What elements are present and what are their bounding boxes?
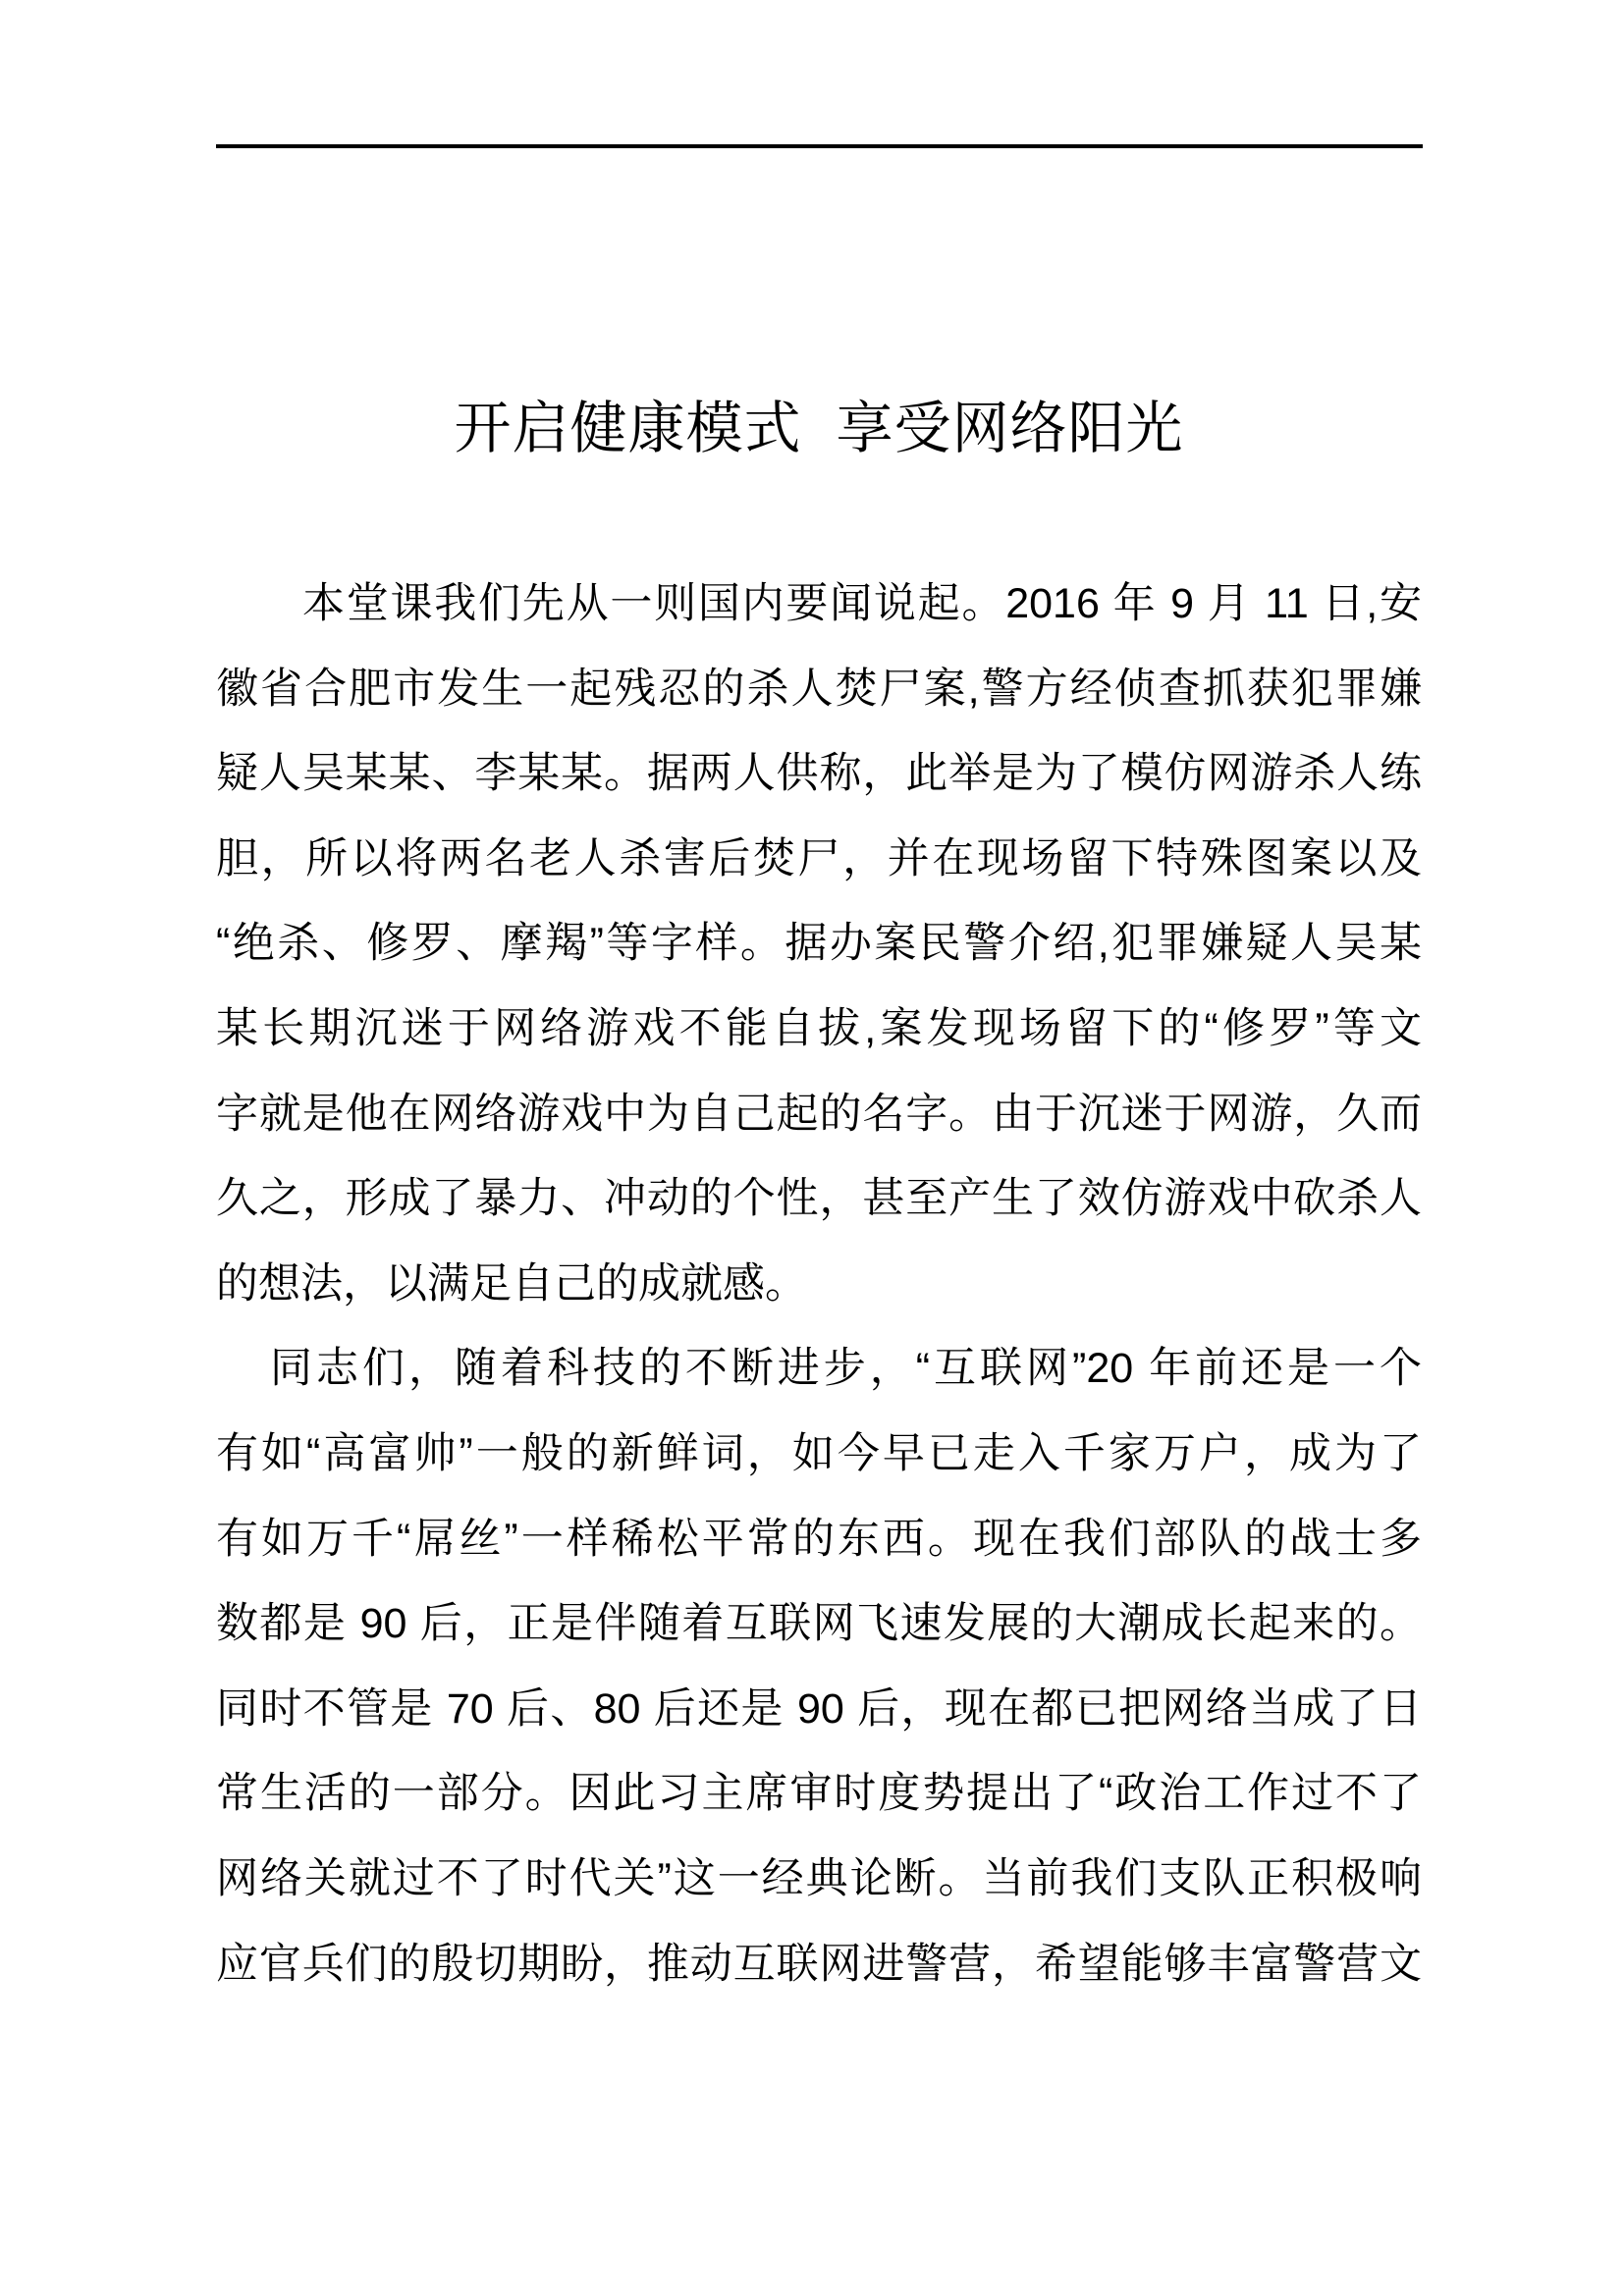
text-line: 疑人吴某某、李某某。据两人供称，此举是为了模仿网游杀人练 xyxy=(216,750,1422,798)
text-line: 有如万千“屌丝”一样稀松平常的东西。现在我们部队的战士多 xyxy=(216,1515,1422,1563)
text-line: 同时不管是 70 后、80 后还是 90 后，现在都已把网络当成了日 xyxy=(216,1684,1422,1733)
text-line: 应官兵们的殷切期盼，推动互联网进警营，希望能够丰富警营文 xyxy=(216,1940,1422,1988)
document-body xyxy=(216,561,1422,2006)
text-line: 数都是 90 后，正是伴随着互联网飞速发展的大潮成长起来的。 xyxy=(216,1600,1422,1648)
text-line: 字就是他在网络游戏中为自己起的名字。由于沉迷于网游，久而 xyxy=(216,1090,1422,1138)
text-line: 常生活的一部分。因此习主席审时度势提出了“政治工作过不了 xyxy=(216,1770,1422,1818)
text-line: 同志们，随着科技的不断进步，“互联网”20 年前还是一个 xyxy=(270,1345,1422,1393)
text-line: 网络关就过不了时代关”这一经典论断。当前我们支队正积极响 xyxy=(216,1854,1422,1902)
header-rule-divider xyxy=(216,144,1423,148)
text-line: 本堂课我们先从一则国内要闻说起。2016 年 9 月 11 日,安 xyxy=(302,580,1422,627)
text-line: 胆，所以将两名老人杀害后焚尸，并在现场留下特殊图案以及 xyxy=(216,834,1422,882)
text-line: 的想法，以满足自己的成就感。 xyxy=(216,1259,807,1308)
text-line: 久之，形成了暴力、冲动的个性，甚至产生了效仿游戏中砍杀人 xyxy=(216,1175,1422,1223)
text-line: 徽省合肥市发生一起残忍的杀人焚尸案,警方经侦查抓获犯罪嫌 xyxy=(216,665,1422,713)
text-line: 有如“高富帅”一般的新鲜词，如今早已走入千家万户，成为了 xyxy=(216,1429,1422,1477)
text-line: “绝杀、修罗、摩羯”等字样。据办案民警介绍,犯罪嫌疑人吴某 xyxy=(216,920,1422,968)
page-title: 开启健康模式 享受网络阳光 xyxy=(454,397,1184,460)
text-line: 某长期沉迷于网络游戏不能自拔,案发现场留下的“修罗”等文 xyxy=(216,1004,1422,1052)
